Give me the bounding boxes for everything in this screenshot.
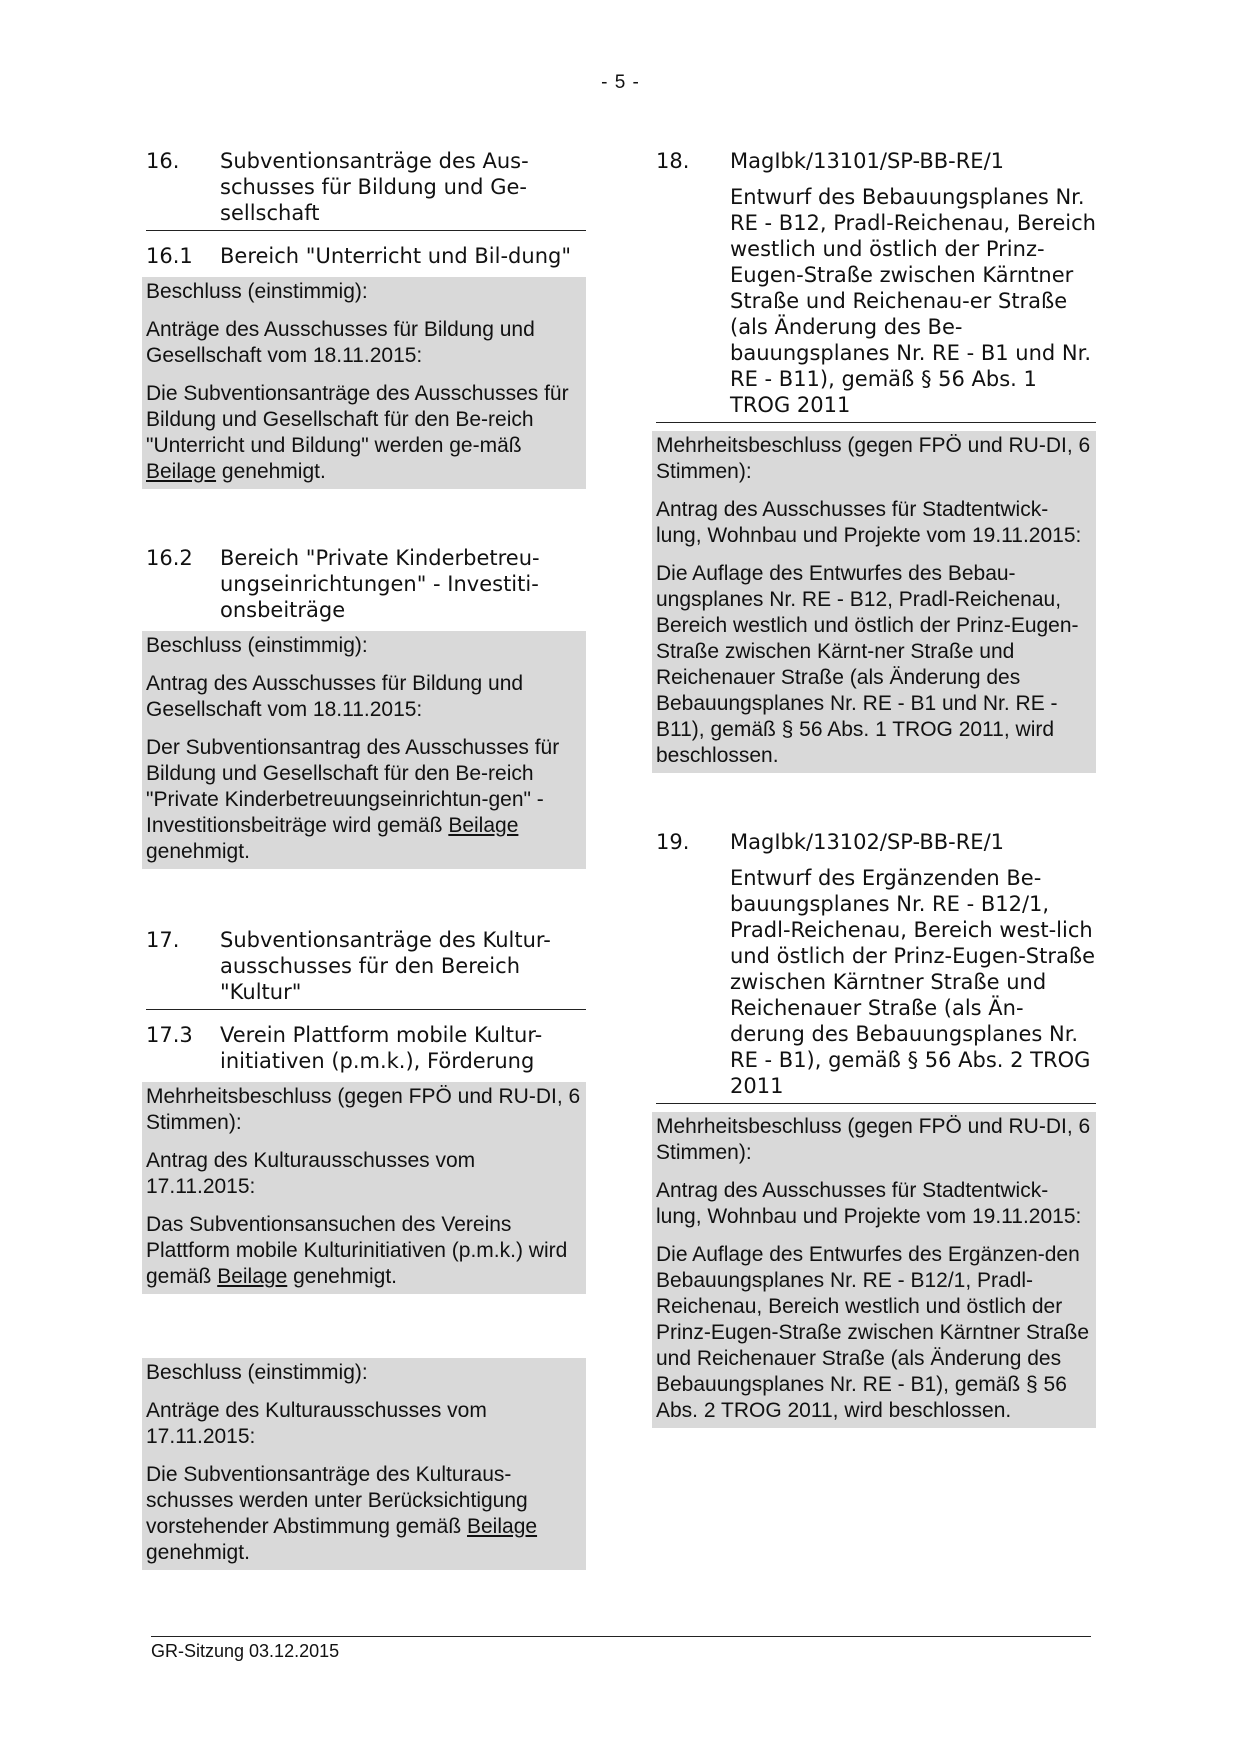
resolution-box-16-2 bbox=[142, 631, 586, 869]
item-number: 16. bbox=[146, 149, 180, 173]
item-number: 16.2 bbox=[146, 546, 193, 570]
resolution-body: Die Subventionsanträge des Ausschusses für Bildung und Gesellschaft für den Be-reich "Unterricht und Bildung" werden ge-mäß bbox=[146, 382, 569, 457]
resolution-box-17-rest bbox=[142, 1358, 586, 1570]
resolution-text bbox=[146, 381, 582, 485]
resolution-end: genehmigt. bbox=[221, 460, 326, 483]
item-number: 17.3 bbox=[146, 1023, 193, 1047]
resolution-body: Das Subventionsansuchen des Vereins Plattform mobile Kulturinitiativen (p.m.k.) wird gemäß bbox=[146, 1213, 568, 1288]
agenda-item-16-1 bbox=[146, 243, 586, 269]
item-title: Bereich "Unterricht und Bil-dung" bbox=[220, 244, 571, 268]
left-column bbox=[146, 148, 586, 1570]
resolution-text bbox=[146, 735, 582, 865]
resolution-body: Die Subventionsanträge des Kulturaus-schusses werden unter Berücksichtigung vorstehender Abstimmung gemäß bbox=[146, 1463, 528, 1538]
resolution-box-17-3 bbox=[142, 1082, 586, 1294]
agenda-item-17 bbox=[146, 927, 586, 1010]
item-number: 19. bbox=[656, 830, 690, 854]
agenda-item-16 bbox=[146, 148, 586, 231]
resolution-text bbox=[146, 1212, 582, 1290]
motion-source: Antrag des Ausschusses für Stadtentwick-lung, Wohnbau und Projekte vom 19.11.2015: bbox=[656, 1179, 1082, 1228]
agenda-item-18 bbox=[656, 148, 1096, 174]
resolution-type: Mehrheitsbeschluss (gegen FPÖ und RU-DI, 6 Stimmen): bbox=[656, 1115, 1091, 1164]
item-title: Subventionsanträge des Kultur-ausschusses für den Bereich "Kultur" bbox=[220, 928, 551, 1004]
footer-divider bbox=[151, 1636, 1091, 1637]
motion-source: Anträge des Kulturausschusses vom 17.11.2015: bbox=[146, 1399, 487, 1448]
resolution-type: Beschluss (einstimmig): bbox=[146, 634, 368, 657]
motion-source: Anträge des Ausschusses für Bildung und Gesellschaft vom 18.11.2015: bbox=[146, 318, 535, 367]
resolution-box-16-1 bbox=[142, 277, 586, 489]
resolution-text: Die Auflage des Entwurfes des Bebau-ungsplanes Nr. RE - B12, Pradl-Reichenau, Bereich westlich und östlich der Prinz-Eugen-Straße zwischen Kärnt-ner Straße und Reichenauer Straße (als Änderung des Bebauungsplanes Nr. RE - B1 und Nr. RE - B11), gemäß § 56 Abs. 1 TROG 2011, wird beschlossen. bbox=[656, 562, 1079, 767]
motion-source: Antrag des Ausschusses für Stadtentwick-lung, Wohnbau und Projekte vom 19.11.2015: bbox=[656, 498, 1082, 547]
beilage-link[interactable]: Beilage bbox=[146, 460, 217, 483]
item-title: Subventionsanträge des Aus-schusses für Bildung und Ge-sellschaft bbox=[220, 149, 529, 225]
resolution-text: Die Auflage des Entwurfes des Ergänzen-den Bebauungsplanes Nr. RE - B12/1, Pradl-Reichenau, Bereich westlich und östlich der Prinz-Eugen-Straße zwischen Kärntner Straße und Reichenauer Straße (als Änderung des Bebauungsplanes Nr. RE - B1), gemäß § 56 Abs. 2 TROG 2011, wird beschlossen. bbox=[656, 1243, 1090, 1422]
agenda-item-19 bbox=[656, 829, 1096, 855]
item-title: Verein Plattform mobile Kultur-initiativen (p.m.k.), Förderung bbox=[220, 1023, 543, 1073]
page-number: - 5 - bbox=[601, 72, 640, 93]
beilage-link[interactable]: Beilage bbox=[217, 1265, 288, 1288]
resolution-type: Mehrheitsbeschluss (gegen FPÖ und RU-DI, 6 Stimmen): bbox=[656, 434, 1091, 483]
item-number: 17. bbox=[146, 928, 180, 952]
resolution-type: Mehrheitsbeschluss (gegen FPÖ und RU-DI, 6 Stimmen): bbox=[146, 1085, 581, 1134]
item-number: 16.1 bbox=[146, 244, 193, 268]
motion-source: Antrag des Kulturausschusses vom 17.11.2015: bbox=[146, 1149, 476, 1198]
right-column bbox=[656, 148, 1096, 1428]
resolution-type: Beschluss (einstimmig): bbox=[146, 280, 368, 303]
resolution-type: Beschluss (einstimmig): bbox=[146, 1361, 368, 1384]
item-description: Entwurf des Bebauungsplanes Nr. RE - B12, Pradl-Reichenau, Bereich westlich und östlich der Prinz-Eugen-Straße zwischen Kärntner Straße und Reichenau-er Straße (als Änderung des Be-bauungsplanes Nr. RE - B1 und Nr. RE - B11), gemäß § 56 Abs. 1 TROG 2011 bbox=[656, 184, 1096, 423]
beilage-link[interactable]: Beilage bbox=[448, 814, 519, 837]
beilage-link[interactable]: Beilage bbox=[467, 1515, 538, 1538]
item-title: MagIbk/13102/SP-BB-RE/1 bbox=[730, 830, 1005, 854]
resolution-box-18 bbox=[652, 431, 1096, 773]
item-number: 18. bbox=[656, 149, 690, 173]
resolution-end: genehmigt. bbox=[146, 1541, 250, 1564]
resolution-end: genehmigt. bbox=[293, 1265, 398, 1288]
resolution-body: Der Subventionsantrag des Ausschusses für Bildung und Gesellschaft für den Be-reich "Private Kinderbetreuungseinrichtun-gen" - Investitionsbeiträge wird gemäß bbox=[146, 736, 560, 837]
resolution-text bbox=[146, 1462, 582, 1566]
motion-source: Antrag des Ausschusses für Bildung und Gesellschaft vom 18.11.2015: bbox=[146, 672, 524, 721]
item-description: Entwurf des Ergänzenden Be-bauungsplanes Nr. RE - B12/1, Pradl-Reichenau, Bereich west-lich und östlich der Prinz-Eugen-Straße zwischen Kärntner Straße und Reichenauer Straße (als Än-derung des Bebauungsplanes Nr. RE - B1), gemäß § 56 Abs. 2 TROG 2011 bbox=[656, 865, 1096, 1104]
item-title: Bereich "Private Kinderbetreu-ungseinrichtungen" - Investiti-onsbeiträge bbox=[220, 546, 540, 622]
agenda-item-16-2 bbox=[146, 545, 586, 623]
resolution-box-19 bbox=[652, 1112, 1096, 1428]
footer-text: GR-Sitzung 03.12.2015 bbox=[151, 1641, 340, 1661]
resolution-end: genehmigt. bbox=[146, 840, 250, 863]
agenda-item-17-3 bbox=[146, 1022, 586, 1074]
item-title: MagIbk/13101/SP-BB-RE/1 bbox=[730, 149, 1005, 173]
